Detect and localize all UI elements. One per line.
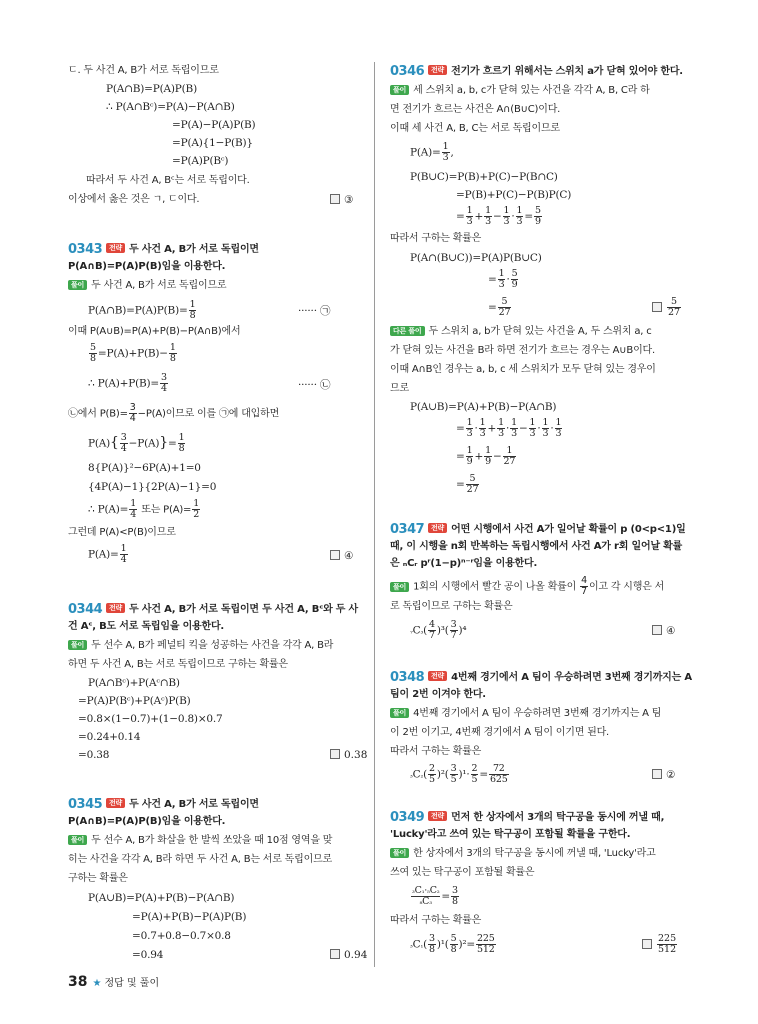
- math-line: =0.24+0.14: [78, 731, 141, 743]
- math-line: ₇C₃( $\frac{4}{7}$ )³( $\frac{3}{7}$ )⁴: [410, 619, 467, 641]
- problem-number: 0348: [390, 670, 425, 685]
- math-line: =P(B)+P(C)−P(B)P(C): [456, 189, 572, 201]
- answer-box: ④: [330, 549, 353, 563]
- alt-solution-tag: 다른 풀이: [390, 326, 425, 336]
- alt-solution-line: 이때 A∩B인 경우는 a, b, c 세 스위치가 모두 닫혀 있는 경우이: [390, 364, 656, 375]
- math-line: =P(A)−P(A)P(B): [172, 119, 256, 131]
- math-line: = $\frac{5}{27}$: [456, 473, 479, 495]
- strategy-line: 전략 전기가 흐르기 위해서는 스위치 a가 닫혀 있어야 한다.: [424, 65, 683, 79]
- answer-box: ②: [652, 768, 675, 782]
- math-line: $\frac{5}{8}$ =P(A)+P(B)− $\frac{1}{8}$: [90, 342, 176, 364]
- text-line: 이상에서 옳은 것은 ㄱ, ㄷ이다.: [68, 194, 200, 205]
- math-line: = $\frac{1}{3}$ + $\frac{1}{3}$ − $\frac{1}{3}$ · $\frac{1}{3}$ = $\frac{5}{9}$: [456, 205, 541, 227]
- column-divider: [374, 62, 375, 967]
- math-line: P(A){ $\frac{3}{4}$ −P(A)}= $\frac{1}{8}$: [88, 432, 185, 454]
- math-line: P(A∩Bᶜ)+P(Aᶜ∩B): [88, 677, 180, 689]
- strategy-tag: 전략: [428, 523, 447, 533]
- strategy-tag: 전략: [106, 243, 125, 253]
- math-line: P(A∩B)=P(A)P(B): [106, 83, 197, 95]
- solution-line: 히는 사건을 각각 A, B라 하면 두 사건 A, B는 서로 독립이므로: [68, 854, 332, 865]
- math-line: ₃C₂( $\frac{2}{5}$ )²( $\frac{3}{5}$ )¹· $\frac{2}{5}$ = $\frac{72}{625}$: [410, 763, 508, 785]
- solution-tag: 풀이: [390, 708, 409, 718]
- strategy-line: P(A∩B)=P(A)P(B)임을 이용한다.: [68, 816, 226, 827]
- problem-number: 0344: [68, 602, 103, 617]
- fraction: $\frac{1}{8}$: [189, 299, 196, 321]
- problem-number: 0349: [390, 810, 425, 825]
- solution-tag: 풀이: [390, 85, 409, 95]
- math-line: ∴ P(A)= $\frac{1}{4}$ 또는 P(A)= $\frac{1}{2}$: [88, 498, 200, 520]
- strategy-line: 전략 어떤 시행에서 사건 A가 일어날 확률이 p (0<p<1)일: [424, 523, 686, 537]
- math-line: = $\frac{1}{9}$ + $\frac{1}{9}$ − $\frac{1}{27}$: [456, 445, 516, 467]
- solution-line: 하면 두 사건 A, B는 서로 독립이므로 구하는 확률은: [68, 659, 288, 670]
- solution-line: 이때 세 사건 A, B, C는 서로 독립이므로: [390, 123, 560, 134]
- section-title: 정답 및 풀이: [104, 978, 160, 989]
- solution-line: 면 전기가 흐르는 사건은 A∩(B∪C)이다.: [390, 104, 561, 115]
- alt-solution-line: 다른 풀이 두 스위치 a, b가 닫혀 있는 사건을 A, 두 스위치 a, c: [390, 325, 652, 339]
- solution-line: 풀이 세 스위치 a, b, c가 닫혀 있는 사건을 각각 A, B, C라 하: [390, 84, 650, 98]
- answer-icon: [330, 194, 340, 204]
- strategy-line: 팀이 2번 이겨야 한다.: [390, 689, 486, 700]
- problem-number: 0346: [390, 64, 425, 79]
- strategy-line: 'Lucky'라고 쓰여 있는 탁구공이 포함될 확률을 구한다.: [390, 829, 631, 840]
- problem-number: 0343: [68, 242, 103, 257]
- math-line: =P(A){1−P(B)}: [172, 137, 253, 149]
- answer-icon: [642, 939, 652, 949]
- math-line: $\frac{\text{₃C₁·₅C₂}}{\text{₈C₃}}$ = $\frac{3}{8}$: [412, 885, 458, 907]
- text-line: ㄷ. 두 사건 A, B가 서로 독립이므로: [68, 65, 219, 76]
- page-number: 38: [68, 974, 88, 990]
- math-line: =P(A)+P(B)−P(A)P(B): [132, 911, 247, 923]
- math-line: P(A)= $\frac{1}{3}$ ,: [410, 141, 454, 163]
- strategy-line: 전략 4번째 경기에서 A 팀이 우승하려면 3번째 경기까지는 A: [424, 671, 692, 685]
- strategy-tag: 전략: [106, 798, 125, 808]
- answer-icon: [652, 302, 662, 312]
- solution-line: 따라서 구하는 확률은: [390, 746, 482, 757]
- math-line: =P(A)P(Bᶜ)+P(Aᶜ)P(B): [78, 695, 191, 707]
- strategy-line: 때, 이 시행을 n회 반복하는 독립시행에서 사건 A가 r회 일어날 확률: [390, 541, 683, 552]
- answer-icon: [652, 625, 662, 635]
- solution-line: 풀이 두 선수 A, B가 화살을 한 발씩 쏘았을 때 10점 영역을 맞: [68, 834, 332, 848]
- answer-icon: [330, 749, 340, 759]
- page-footer: [68, 974, 159, 990]
- fraction: $\frac{5}{8}$: [90, 342, 96, 364]
- math-line: {4P(A)−1}{2P(A)−1}=0: [88, 481, 217, 493]
- alt-solution-line: 가 닫혀 있는 사건을 B라 하면 전기가 흐르는 경우는 A∪B이다.: [390, 345, 655, 356]
- solution-line: 그런데 P(A)<P(B)이므로: [68, 527, 176, 538]
- fraction: $\frac{1}{8}$: [178, 432, 185, 454]
- solution-line: 풀이 4번째 경기에서 A 팀이 우승하려면 3번째 경기까지는 A 팀: [390, 707, 661, 721]
- solution-line: 따라서 구하는 확률은: [390, 233, 482, 244]
- math-line: P(A)= $\frac{1}{4}$: [88, 543, 127, 565]
- strategy-line: 전략 두 사건 A, B가 서로 독립이면: [102, 243, 259, 257]
- math-line: 8{P(A)}²−6P(A)+1=0: [88, 462, 201, 474]
- fraction: $\frac{1}{3}$: [442, 141, 449, 163]
- solution-line: 풀이 한 상자에서 3개의 탁구공을 동시에 꺼낼 때, 'Lucky'라고: [390, 847, 656, 861]
- answer-box: $\frac{225}{512}$: [642, 934, 678, 955]
- fraction: $\frac{1}{4}$: [130, 498, 137, 520]
- strategy-line: 전략 두 사건 A, B가 서로 독립이면 두 사건 A, Bᶜ와 두 사: [102, 603, 358, 617]
- solution-line: 구하는 확률은: [68, 873, 128, 884]
- answer-icon: [330, 550, 340, 560]
- strategy-tag: 전략: [428, 811, 447, 821]
- fraction: $\frac{3}{4}$: [161, 372, 167, 394]
- problem-number: 0345: [68, 797, 103, 812]
- solution-line: 풀이 두 사건 A, B가 서로 독립이므로: [68, 279, 226, 293]
- problem-number: 0347: [390, 522, 425, 537]
- strategy-line: 전략 두 사건 A, B가 서로 독립이면: [102, 798, 259, 812]
- answer-box: 0.38: [330, 748, 367, 762]
- answer-box: 0.94: [330, 948, 367, 962]
- solution-line: 풀이 1회의 시행에서 빨간 공이 나올 확률이 $\frac{4}{7}$ 이고 각 시행은 서: [390, 576, 664, 597]
- answer-box: ④: [652, 624, 675, 638]
- math-line: =0.38: [78, 749, 110, 761]
- strategy-line: 전략 먼저 한 상자에서 3개의 탁구공을 동시에 꺼낼 때,: [424, 811, 664, 825]
- equation-ref: ······ ㉠: [298, 305, 331, 317]
- strategy-line: P(A∩B)=P(A)P(B)임을 이용한다.: [68, 261, 226, 272]
- math-line: ∴ P(A∩Bᶜ)=P(A)−P(A∩B): [106, 101, 235, 113]
- answer-box: ③: [330, 193, 353, 207]
- math-line: P(B∪C)=P(B)+P(C)−P(B∩C): [410, 171, 558, 183]
- math-line: P(A∪B)=P(A)+P(B)−P(A∩B): [88, 892, 235, 904]
- equation-ref: ······ ㉡: [298, 379, 331, 391]
- solution-tag: 풀이: [68, 640, 87, 650]
- solution-tag: 풀이: [390, 848, 409, 858]
- strategy-tag: 전략: [428, 65, 447, 75]
- math-line: P(A∩(B∪C))=P(A)P(B∪C): [410, 252, 542, 264]
- math-line: = $\frac{1}{3}$ · $\frac{1}{3}$ + $\frac{1}{3}$ · $\frac{1}{3}$ − $\frac{1}{3}$ · $\frac{1}{3}$ · $\frac{1}{3}$: [456, 417, 562, 439]
- math-line: P(A∩B)=P(A)P(B)= $\frac{1}{8}$: [88, 299, 196, 321]
- math-line: P(A∪B)=P(A)+P(B)−P(A∩B): [410, 401, 557, 413]
- alt-solution-line: 므로: [390, 383, 409, 394]
- fraction: $\frac{1}{2}$: [193, 498, 200, 520]
- solution-line: 따라서 구하는 확률은: [390, 915, 482, 926]
- solution-line: 풀이 두 선수 A, B가 페널티 킥을 성공하는 사건을 각각 A, B라: [68, 639, 333, 653]
- solution-line: 이 2번 이기고, 4번째 경기에서 A 팀이 이기면 된다.: [390, 727, 610, 738]
- answer-icon: [330, 949, 340, 959]
- math-line: =P(A)P(Bᶜ): [172, 155, 229, 167]
- math-line: =0.94: [132, 949, 164, 961]
- solution-line: 이때 P(A∪B)=P(A)+P(B)−P(A∩B)에서: [68, 326, 241, 337]
- solution-line: 로 독립이므로 구하는 확률은: [390, 601, 513, 612]
- strategy-tag: 전략: [428, 671, 447, 681]
- math-line: ∴ P(A)+P(B)= $\frac{3}{4}$: [88, 372, 167, 394]
- answer-box: $\frac{5}{27}$: [652, 297, 682, 318]
- math-line: =0.8×(1−0.7)+(1−0.8)×0.7: [78, 713, 223, 725]
- fraction: $\frac{1}{4}$: [120, 543, 127, 565]
- solution-line: 쓰여 있는 탁구공이 포함될 확률은: [390, 867, 535, 878]
- text-line: 따라서 두 사건 A, Bᶜ는 서로 독립이다.: [86, 175, 250, 186]
- fraction: $\frac{3}{4}$: [129, 402, 136, 424]
- solution-tag: 풀이: [68, 280, 87, 290]
- strategy-line: 건 Aᶜ, B도 서로 독립임을 이용한다.: [68, 621, 225, 632]
- math-line: ₃C₁( $\frac{3}{8}$ )¹( $\frac{5}{8}$ )²= $\frac{225}{512}$: [410, 933, 495, 955]
- solution-line: ㉡에서 P(B)= $\frac{3}{4}$ −P(A)이므로 이를 ㉠에 대입하면: [68, 402, 280, 424]
- star-icon: ★: [92, 978, 102, 989]
- answer-icon: [652, 769, 662, 779]
- fraction: $\frac{1}{8}$: [169, 342, 176, 364]
- math-line: =0.7+0.8−0.7×0.8: [132, 930, 231, 942]
- strategy-tag: 전략: [106, 603, 125, 613]
- math-line: = $\frac{1}{3}$ · $\frac{5}{9}$: [488, 268, 518, 290]
- fraction: $\frac{3}{4}$: [120, 432, 127, 454]
- solution-tag: 풀이: [390, 582, 409, 592]
- solution-tag: 풀이: [68, 835, 87, 845]
- strategy-line: 은 ₙCᵣ pʳ(1−p)ⁿ⁻ʳ임을 이용한다.: [390, 558, 538, 569]
- math-line: = $\frac{5}{27}$: [488, 296, 511, 318]
